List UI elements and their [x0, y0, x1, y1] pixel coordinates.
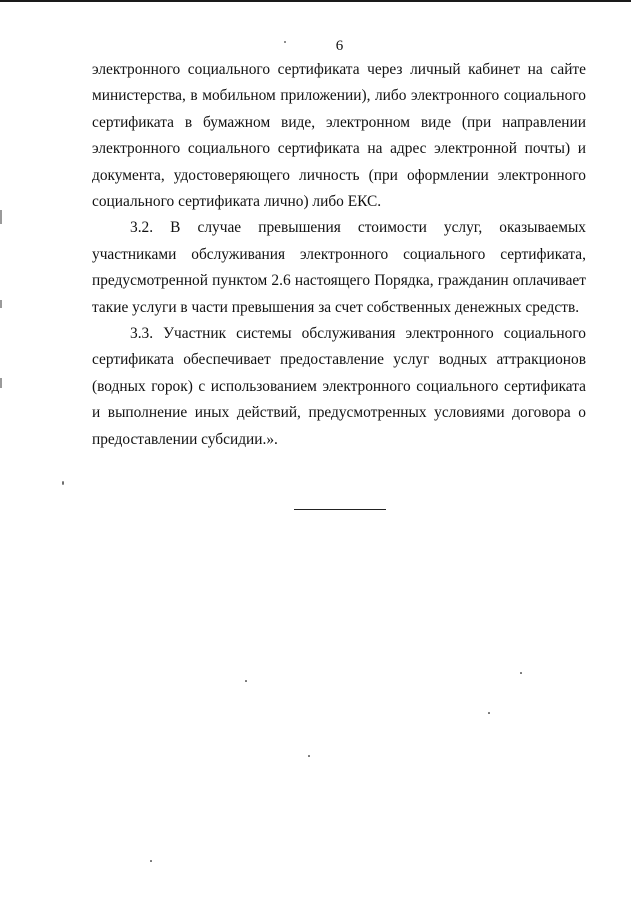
- scan-speck: [245, 680, 247, 682]
- scan-speck: [284, 41, 286, 43]
- scan-speck: [150, 860, 152, 862]
- page-number: 6: [335, 38, 344, 54]
- scan-top-edge: [0, 0, 631, 2]
- scan-edge-mark: [0, 210, 2, 224]
- scan-speck: [308, 755, 310, 757]
- scan-speck: [520, 672, 522, 674]
- scan-speck: [62, 481, 64, 485]
- body-text: [92, 57, 586, 453]
- paragraph-3-2: 3.2. В случае превышения стоимости услуг, оказываемых участниками обслуживания электронного социального сертификата, предусмотренной пунктом 2.6 настоящего Порядка, гражданин оплачивает такие услуги в части превышения за счет собственных денежных средств.: [92, 219, 586, 316]
- paragraph-3-3: 3.3. Участник системы обслуживания электронного социального сертификата обеспечивает предоставление услуг водных аттракционов (водных горок) с использованием электронного социального сертификата и выполнение иных действий, предусмотренных условиями договора о предоставлении субсидии.».: [92, 325, 586, 448]
- end-of-text-rule: [294, 509, 386, 510]
- paragraph-continuation: электронного социального сертификата через личный кабинет на сайте министерства, в мобильном приложении), либо электронного социального сертификата в бумажном виде, электронном виде (при направлении электронного социального сертификата на адрес электронной почты) и документа, удостоверяющего личность (при оформлении электронного социального сертификата лично) либо ЕКС.: [92, 61, 586, 211]
- scan-edge-mark: [0, 300, 2, 308]
- scan-speck: [488, 712, 490, 714]
- scan-edge-mark: [0, 378, 2, 388]
